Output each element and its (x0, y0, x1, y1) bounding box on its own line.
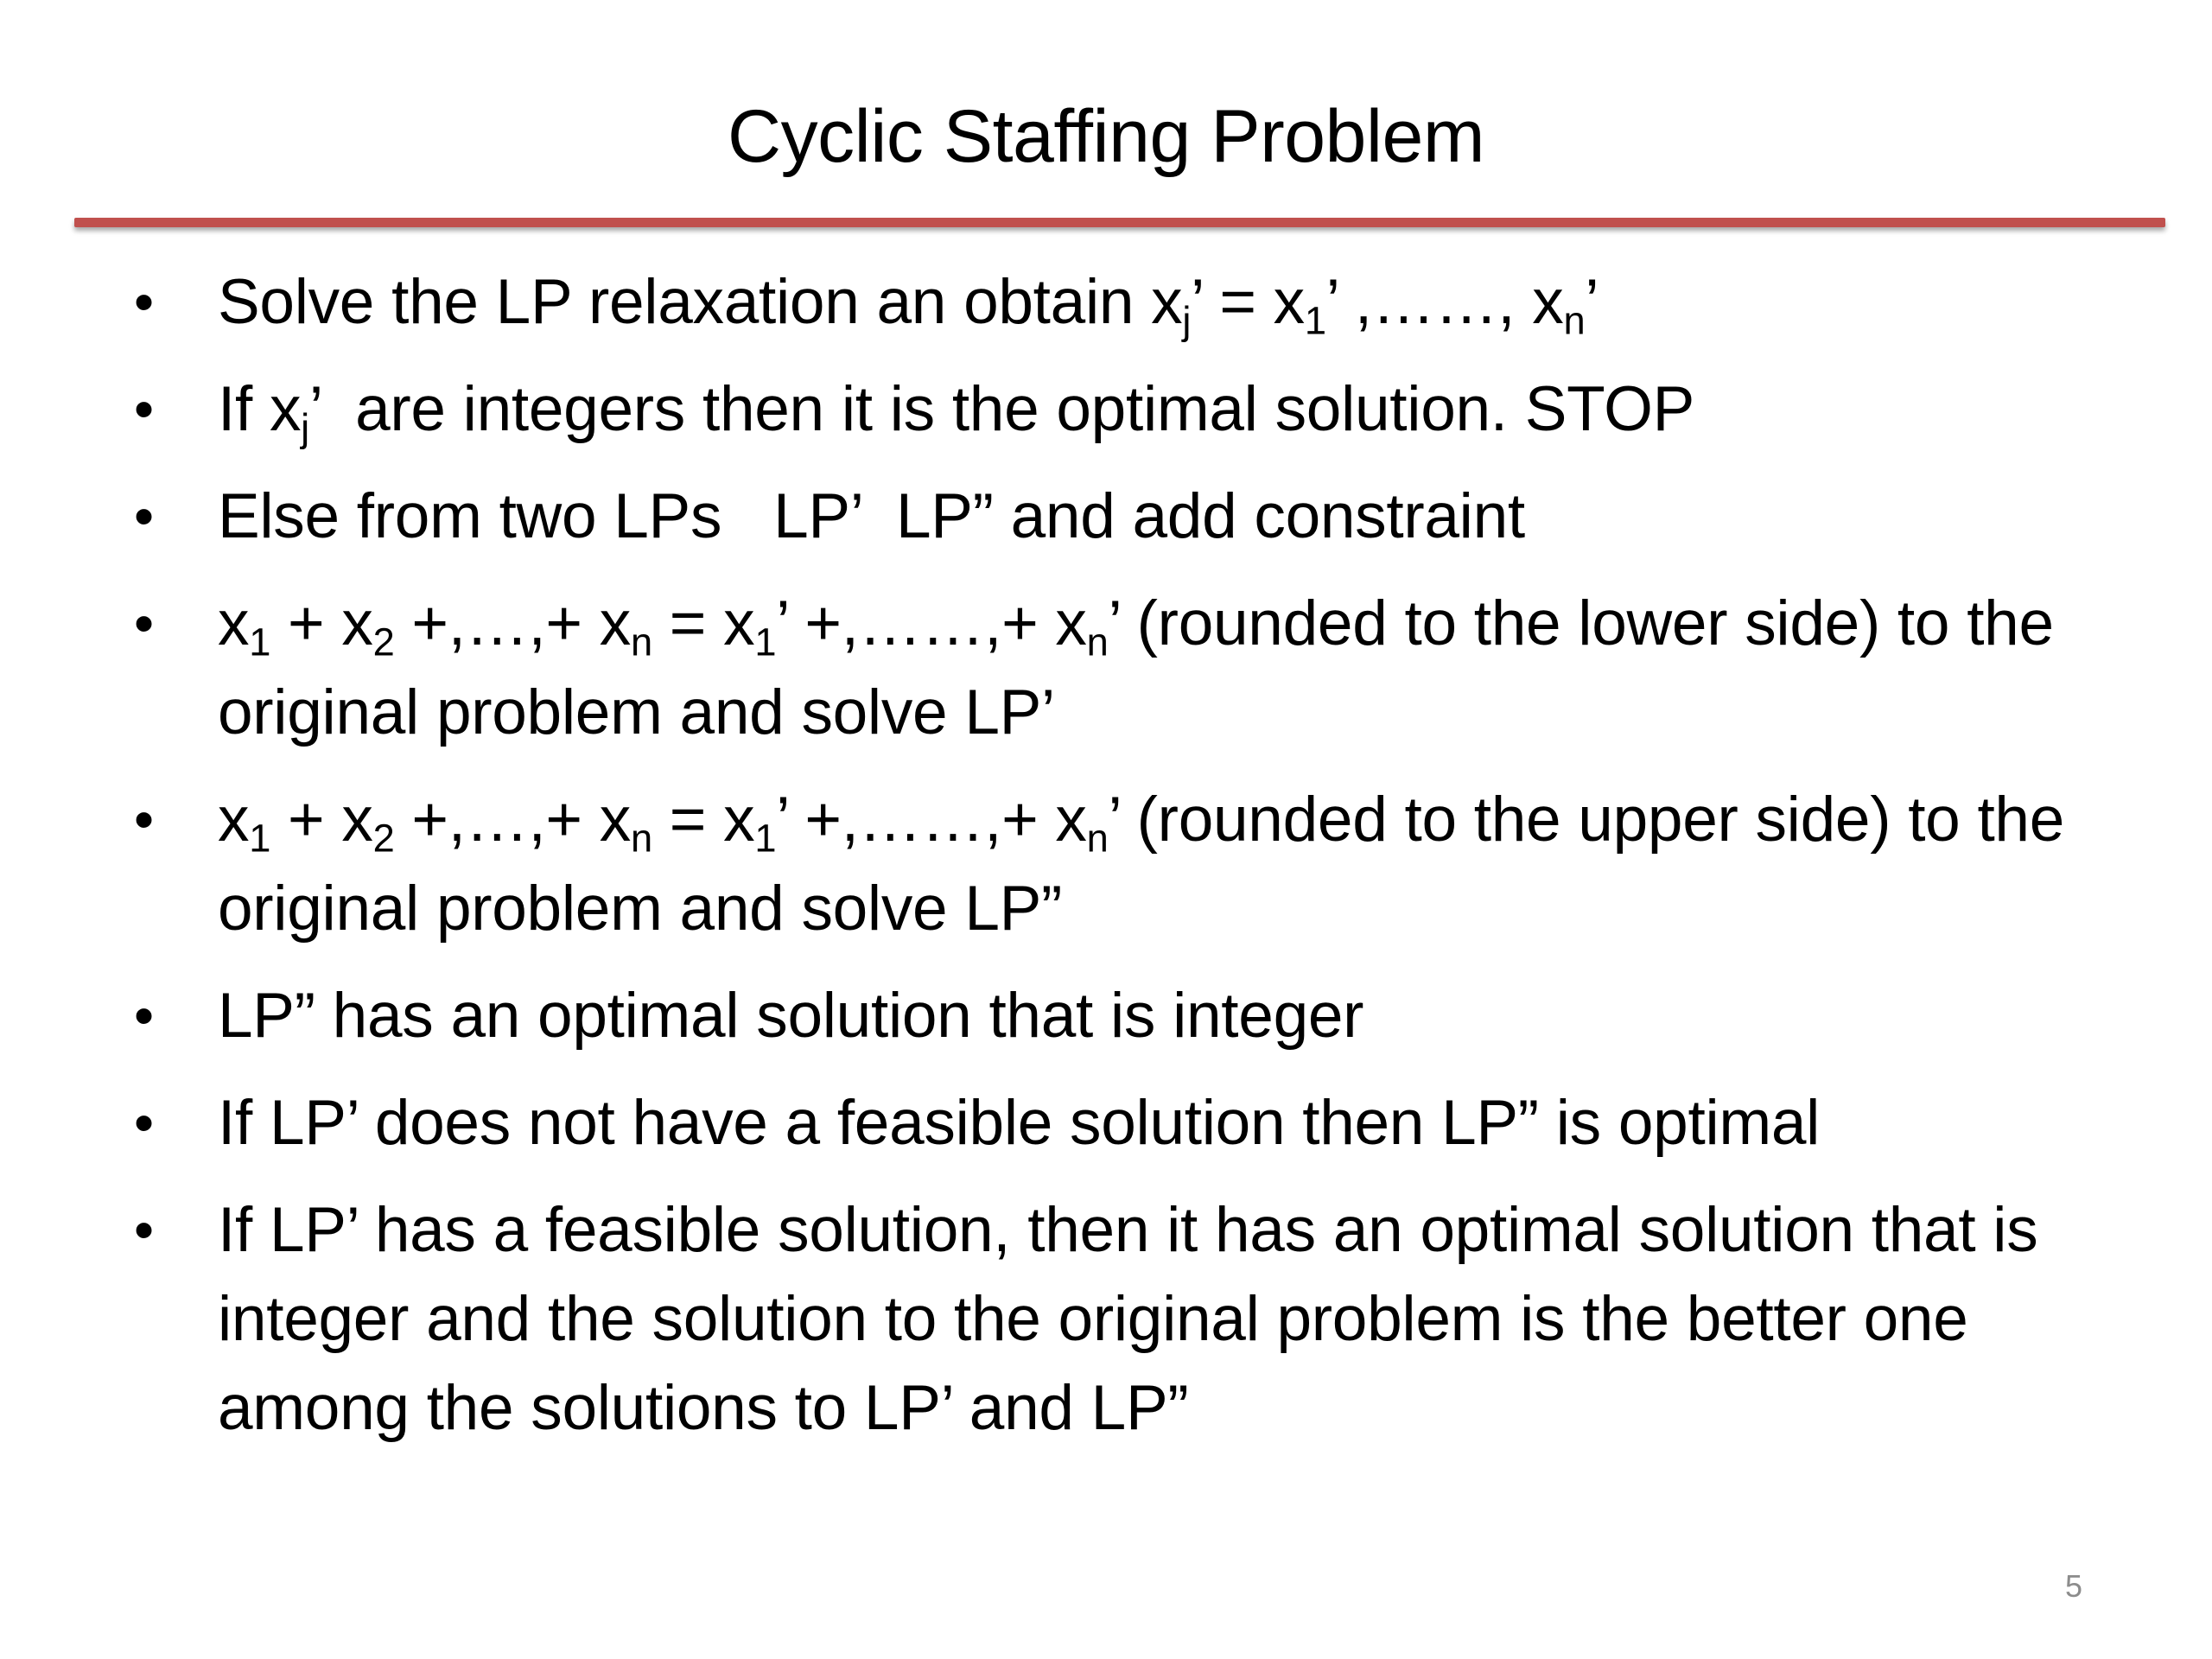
slide-title: Cyclic Staffing Problem (728, 95, 1484, 178)
bullet-text: Else from two LPs LP’ LP” and add constraint (218, 481, 1525, 551)
bullet-text: Solve the LP relaxation an obtain $x_j$’ = $x_1$’ ,……, $x_n$’ (218, 267, 1599, 343)
bullet-item (0, 1078, 2212, 1167)
bullet-item (0, 579, 2212, 757)
bullet-dot-icon: • (134, 484, 154, 548)
bullet-text: $x_1 + x_2$ +,…,+ $x_n = x_1$’ +,……,+ $x_n$’ (rounded to the upper side) to the original problem and solve LP” (218, 785, 2065, 944)
bullet-dot-icon: • (134, 1090, 154, 1154)
title-underline (74, 218, 2165, 227)
page-number: 5 (2064, 1568, 2082, 1604)
bullet-dot-icon: • (134, 270, 154, 334)
bullet-item (0, 1185, 2212, 1452)
bullet-item (0, 257, 2212, 346)
bullet-dot-icon: • (134, 591, 154, 655)
bullet-text: LP” has an optimal solution that is integer (218, 981, 1364, 1051)
bullet-item (0, 971, 2212, 1060)
bullet-text: If LP’ does not have a feasible solution then LP” is optimal (218, 1088, 1821, 1158)
bullet-item (0, 472, 2212, 561)
bullet-text: If LP’ has a feasible solution, then it has an optimal solution that is integer and the solution to the original problem is the better one among the solutions to LP’ and LP” (218, 1195, 2038, 1443)
bullet-text: $x_1 + x_2$ +,…,+ $x_n = x_1$’ +,……,+ $x_n$’ (rounded to the lower side) to the original problem and solve LP’ (218, 588, 2054, 747)
bullet-dot-icon: • (134, 787, 154, 851)
bullet-list (0, 257, 2212, 1471)
bullet-text: If $x_j$’ are integers then it is the optimal solution. STOP (218, 374, 1694, 450)
bullet-dot-icon: • (134, 377, 154, 441)
bullet-dot-icon: • (134, 983, 154, 1047)
bullet-item (0, 365, 2212, 454)
bullet-item (0, 775, 2212, 953)
bullet-dot-icon: • (134, 1198, 154, 1262)
